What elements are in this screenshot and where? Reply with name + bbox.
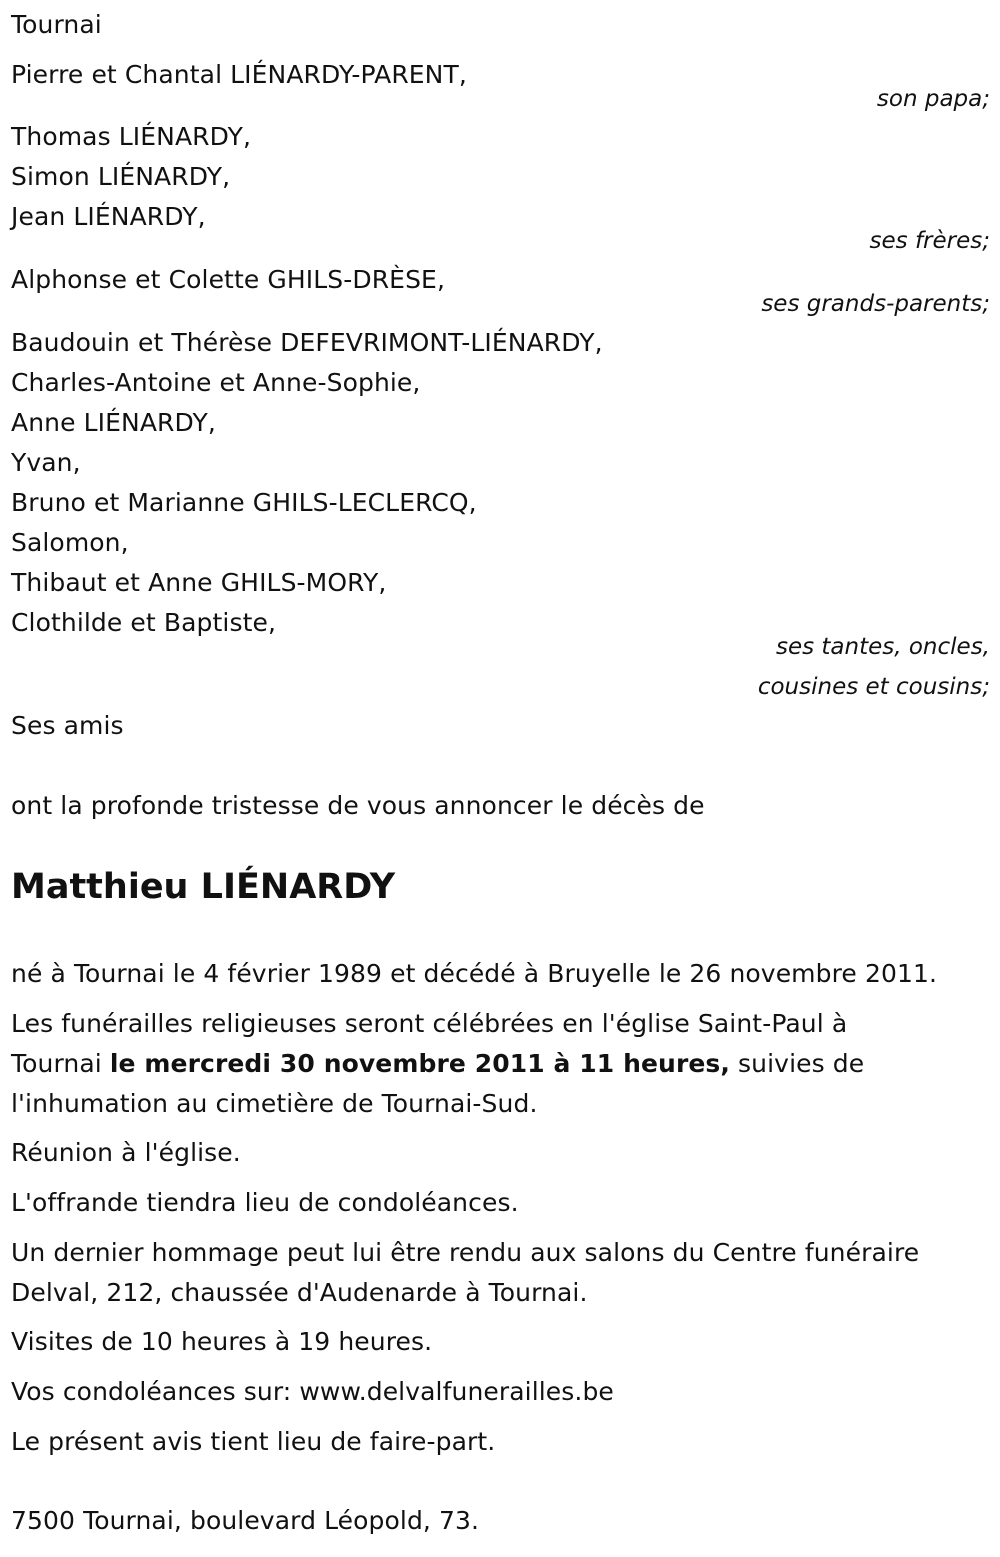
visits-line: Visites de 10 heures à 19 heures. <box>11 1327 433 1356</box>
notice-line: Le présent avis tient lieu de faire-part. <box>11 1427 496 1456</box>
condolences-line: Vos condoléances sur: www.delvalfunerailles.be <box>11 1377 614 1406</box>
deceased-name: Matthieu LIÉNARDY <box>11 867 396 907</box>
tribute-line1: Un dernier hommage peut lui être rendu aux salons du Centre funéraire <box>11 1238 920 1267</box>
friends-line: Ses amis <box>11 711 124 740</box>
address-line: 7500 Tournai, boulevard Léopold, 73. <box>11 1506 480 1535</box>
grandparents-names: Alphonse et Colette GHILS-DRÈSE, <box>11 265 445 294</box>
brother-name: Jean LIÉNARDY, <box>11 202 206 231</box>
funeral-continuation: suivies de <box>730 1049 865 1078</box>
tribute-line2: Delval, 212, chaussée d'Audenarde à Tournai. <box>11 1278 588 1307</box>
relative-name: Thibaut et Anne GHILS-MORY, <box>11 568 387 597</box>
announcement-line: ont la profonde tristesse de vous annoncer le décès de <box>11 791 705 820</box>
birth-death-line: né à Tournai le 4 février 1989 et décédé à Bruyelle le 26 novembre 2011. <box>11 959 938 988</box>
funeral-line3: l'inhumation au cimetière de Tournai-Sud. <box>11 1089 538 1118</box>
relative-name: Baudouin et Thérèse DEFEVRIMONT-LIÉNARDY, <box>11 328 603 357</box>
brother-name: Thomas LIÉNARDY, <box>11 122 252 151</box>
brothers-role: ses frères; <box>869 228 990 254</box>
reunion-line: Réunion à l'église. <box>11 1138 241 1167</box>
relative-name: Clothilde et Baptiste, <box>11 608 277 637</box>
relatives-role-line2: cousines et cousins; <box>757 674 990 700</box>
brother-name: Simon LIÉNARDY, <box>11 162 231 191</box>
funeral-datetime: le mercredi 30 novembre 2011 à 11 heures, <box>109 1049 731 1078</box>
offering-line: L'offrande tiendra lieu de condoléances. <box>11 1188 519 1217</box>
parents-role: son papa; <box>876 86 990 112</box>
parents-names: Pierre et Chantal LIÉNARDY-PARENT, <box>11 60 467 89</box>
relative-name: Yvan, <box>11 448 81 477</box>
funeral-line2 <box>11 1044 864 1084</box>
funeral-place-text: Tournai <box>11 1049 110 1078</box>
grandparents-role: ses grands-parents; <box>761 291 990 317</box>
relative-name: Salomon, <box>11 528 129 557</box>
relative-name: Charles-Antoine et Anne-Sophie, <box>11 368 421 397</box>
relative-name: Anne LIÉNARDY, <box>11 408 216 437</box>
funeral-line1: Les funérailles religieuses seront célébrées en l'église Saint-Paul à <box>11 1009 848 1038</box>
relatives-role-line1: ses tantes, oncles, <box>775 634 990 660</box>
relative-name: Bruno et Marianne GHILS-LECLERCQ, <box>11 488 477 517</box>
city-heading: Tournai <box>11 10 102 39</box>
